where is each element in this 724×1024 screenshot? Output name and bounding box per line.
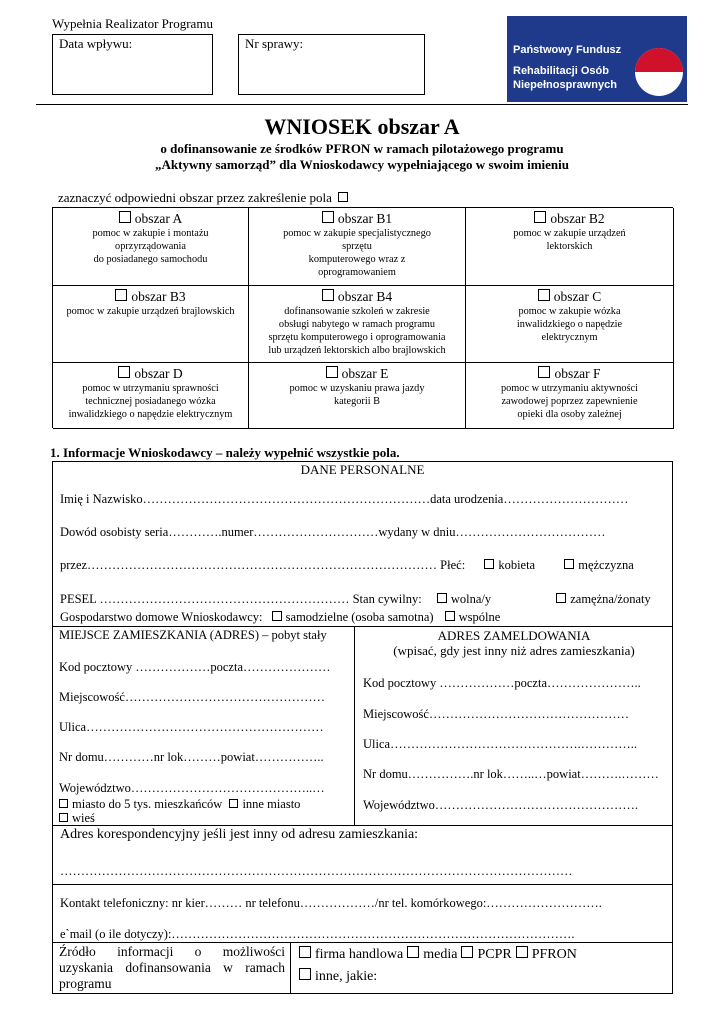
case-number-label: Nr sprawy: — [245, 36, 304, 51]
registration-house-field[interactable]: Nr domu…………….nr lok……..…powiat……….……… — [363, 767, 659, 781]
area-description-line: pomoc w utrzymaniu sprawności — [82, 383, 219, 394]
area-description-line: elektrycznym — [541, 332, 598, 343]
area-checkbox[interactable] — [322, 211, 334, 223]
pesel-text: PESEL …………………………………………………… Stan cywilny: — [60, 592, 422, 606]
email-field[interactable]: e`mail (o ile dotyczy):……………………………………………………………………………………. — [60, 927, 575, 941]
gender-male-checkbox[interactable] — [564, 559, 574, 569]
area-title-label: obszar D — [134, 366, 183, 381]
source-box — [52, 942, 673, 994]
case-number-field[interactable] — [238, 34, 425, 95]
household-alone-label: samodzielne (osoba samotna) — [285, 610, 434, 624]
area-checkbox[interactable] — [119, 211, 131, 223]
addresses-box — [52, 626, 673, 826]
registration-subheader: (wpisać, gdy jest inny niż adres zamieszkania) — [393, 643, 635, 658]
village-row — [59, 811, 95, 826]
name-field[interactable]: Imię i Nazwisko……………………………………………………………data urodzenia………………………… — [60, 492, 629, 506]
area-cell — [249, 286, 466, 363]
registration-header: ADRES ZAMELDOWANIA — [437, 628, 591, 643]
area-checkbox[interactable] — [538, 289, 550, 301]
area-title — [53, 366, 248, 382]
area-description-line: oprogramowaniem — [318, 267, 396, 278]
other-town-checkbox[interactable] — [229, 799, 238, 808]
source-label: Źródło informacji o możliwości uzyskania dofinansowania w ramach programu — [59, 944, 285, 991]
source-option-checkbox[interactable] — [516, 946, 528, 958]
filled-by-label: Wypełnia Realizator Programu — [52, 16, 213, 31]
area-title — [53, 211, 248, 227]
issued-by-text: przez………………………………………………………………………… Płeć: — [60, 558, 466, 572]
area-description-line: pomoc w zakupie urządzeń — [513, 228, 626, 239]
source-option-label: PFRON — [531, 947, 577, 962]
area-title — [466, 289, 673, 305]
area-title-label: obszar A — [134, 211, 183, 226]
area-description-line: opieki dla osoby zależnej — [517, 409, 622, 420]
area-checkbox[interactable] — [534, 211, 546, 223]
source-option-label: media — [423, 947, 458, 962]
source-other-label: inne, jakie: — [315, 969, 378, 984]
area-title-label: obszar B1 — [337, 211, 393, 226]
area-description-line: dofinansowanie szkoleń w zakresie — [284, 306, 430, 317]
personal-data-header: DANE PERSONALNE — [300, 462, 425, 477]
household-label: Gospodarstwo domowe Wnioskodawcy: — [60, 610, 263, 624]
area-title-label: obszar B4 — [337, 289, 393, 304]
area-description-line: pomoc w zakupie wózka — [518, 306, 621, 317]
logo-line3: Niepełnosprawnych — [513, 79, 617, 91]
gender-male-label: mężczyzna — [578, 558, 634, 572]
area-checkbox[interactable] — [118, 366, 130, 378]
area-description-line: lektorskich — [546, 241, 593, 252]
area-description-line: do posiadanego samochodu — [93, 254, 208, 265]
gender-female-label: kobieta — [498, 558, 536, 572]
household-shared-label: wspólne — [458, 610, 501, 624]
married-checkbox[interactable] — [556, 593, 566, 603]
other-town-label: inne miasto — [242, 797, 301, 811]
town-size-row — [59, 797, 300, 812]
areas-instruction — [58, 190, 352, 206]
area-title — [53, 289, 248, 305]
residence-postal-field[interactable]: Kod pocztowy ………………poczta………………… — [59, 660, 331, 674]
area-title — [249, 211, 465, 227]
area-cell — [249, 363, 466, 429]
registration-city-field[interactable]: Miejscowość………………………………………… — [363, 707, 629, 721]
source-option-checkbox[interactable] — [407, 946, 419, 958]
area-description-line: kategorii B — [333, 396, 381, 407]
area-description-line: komputerowego wraz z — [308, 254, 406, 265]
correspondence-field[interactable]: …………………………………………………………………………………………………………… — [60, 864, 573, 878]
area-cell — [53, 208, 249, 286]
header-divider — [36, 104, 688, 105]
area-title-label: obszar B2 — [550, 211, 605, 226]
logo-line1: Państwowy Fundusz — [513, 44, 622, 56]
source-option-label: firma handlowa — [315, 947, 404, 962]
issued-by-field[interactable] — [60, 558, 634, 573]
document-subtitle-1: o dofinansowanie ze środków PFRON w ramach pilotażowego programu — [160, 141, 564, 156]
area-description-line: pomoc w utrzymaniu aktywności — [501, 383, 638, 394]
source-other-checkbox[interactable] — [299, 968, 311, 980]
source-option-checkbox[interactable] — [461, 946, 473, 958]
area-description-line: sprzętu — [342, 241, 372, 252]
area-title-label: obszar F — [554, 366, 601, 381]
date-received-label: Data wpływu: — [59, 36, 133, 51]
pfron-logo — [507, 16, 687, 102]
areas-grid — [52, 207, 673, 428]
contact-divider — [53, 884, 672, 885]
village-label: wieś — [72, 811, 95, 825]
area-checkbox[interactable] — [326, 366, 338, 378]
source-option-label: PCPR — [477, 947, 512, 962]
source-divider — [290, 943, 291, 993]
pesel-field[interactable] — [60, 592, 651, 607]
area-description-line: pomoc w zakupie i montażu — [92, 228, 209, 239]
area-checkbox[interactable] — [538, 366, 550, 378]
residence-house-field[interactable]: Nr domu…………nr lok………powiat…………….. — [59, 750, 324, 764]
area-description-line: pomoc w zakupie urządzeń brajlowskich — [66, 306, 235, 317]
area-title — [249, 289, 465, 305]
area-description-line: inwalidzkiego o napędzie elektrycznym — [68, 409, 233, 420]
area-title-label: obszar E — [341, 366, 389, 381]
household-row — [60, 610, 500, 625]
section-1-heading: 1. Informacje Wnioskodawcy – należy wypełnić wszystkie pola. — [50, 445, 400, 460]
small-town-checkbox[interactable] — [59, 799, 68, 808]
area-cell — [466, 286, 674, 363]
area-checkbox[interactable] — [115, 289, 127, 301]
residence-header: MIEJSCE ZAMIESZKANIA (ADRES) – pobyt stały — [59, 628, 327, 642]
date-received-field[interactable] — [52, 34, 213, 95]
area-checkbox[interactable] — [322, 289, 334, 301]
id-field[interactable]: Dowód osobisty seria………….numer…………………………wydany w dniu……………………………… — [60, 525, 606, 539]
registration-voivodeship-field[interactable]: Województwo…………………………………………. — [363, 798, 639, 812]
married-label: zamężna/żonaty — [570, 592, 651, 606]
area-title-label: obszar B3 — [131, 289, 186, 304]
area-cell — [53, 363, 249, 429]
household-shared-checkbox[interactable] — [445, 611, 455, 621]
area-title — [466, 366, 673, 382]
source-other-row — [299, 968, 377, 985]
residence-street-field[interactable]: Ulica………………………………………………… — [59, 720, 324, 734]
area-description-line: pomoc w zakupie specjalistycznego — [283, 228, 431, 239]
registration-street-field[interactable]: Ulica……………………………………….………….. — [363, 737, 637, 751]
phone-field[interactable]: Kontakt telefoniczny: nr kier……… nr telefonu………………/nr tel. komórkowego:………………………. — [60, 896, 602, 910]
areas-instruction-text: zaznaczyć odpowiedni obszar przez zakreślenie pola — [58, 190, 332, 205]
area-cell — [466, 208, 674, 286]
residence-city-field[interactable]: Miejscowość………………………………………… — [59, 690, 325, 704]
area-description-line: pomoc w uzyskaniu prawa jazdy — [289, 383, 425, 394]
document-subtitle-2: „Aktywny samorząd” dla Wnioskodawcy wypełniającego w swoim imieniu — [155, 157, 569, 172]
single-checkbox[interactable] — [437, 593, 447, 603]
area-description-line: technicznej posiadanego wózka — [85, 396, 216, 407]
logo-emblem-icon — [633, 46, 685, 98]
village-checkbox[interactable] — [59, 813, 68, 822]
area-cell — [466, 363, 674, 429]
registration-postal-field[interactable]: Kod pocztowy ………………poczta………………….. — [363, 676, 641, 690]
area-description-line: lub urządzeń lektorskich albo brajlowskich — [268, 345, 446, 356]
residence-voivodeship-field[interactable]: Województwo……………………………………..… — [59, 781, 325, 795]
source-option-checkbox[interactable] — [299, 946, 311, 958]
single-label: wolna/y — [450, 592, 492, 606]
area-description-line: obsługi nabytego w ramach programu — [278, 319, 436, 330]
correspondence-label: Adres korespondencyjny jeśli jest inny od adresu zamieszkania: — [60, 827, 419, 842]
area-title-label: obszar C — [553, 289, 602, 304]
document-title: WNIOSEK obszar A — [264, 114, 460, 139]
logo-line2: Rehabilitacji Osób — [513, 65, 609, 77]
personal-data-box — [52, 461, 673, 627]
area-description-line: oprzyrządowania — [115, 241, 186, 252]
small-town-label: miasto do 5 tys. mieszkańców — [72, 797, 223, 811]
area-description-line: inwalidzkiego o napędzie — [516, 319, 623, 330]
area-cell — [249, 208, 466, 286]
area-description-line: zawodowej poprzez zapewnienie — [501, 396, 638, 407]
area-cell — [53, 286, 249, 363]
source-options-row — [299, 946, 577, 963]
area-title — [249, 366, 465, 382]
gender-female-checkbox[interactable] — [484, 559, 494, 569]
contact-box — [52, 825, 673, 943]
area-description-line: sprzętu komputerowego i oprogramowania — [268, 332, 446, 343]
checkbox-icon — [338, 192, 348, 202]
household-alone-checkbox[interactable] — [272, 611, 282, 621]
area-title — [466, 211, 673, 227]
